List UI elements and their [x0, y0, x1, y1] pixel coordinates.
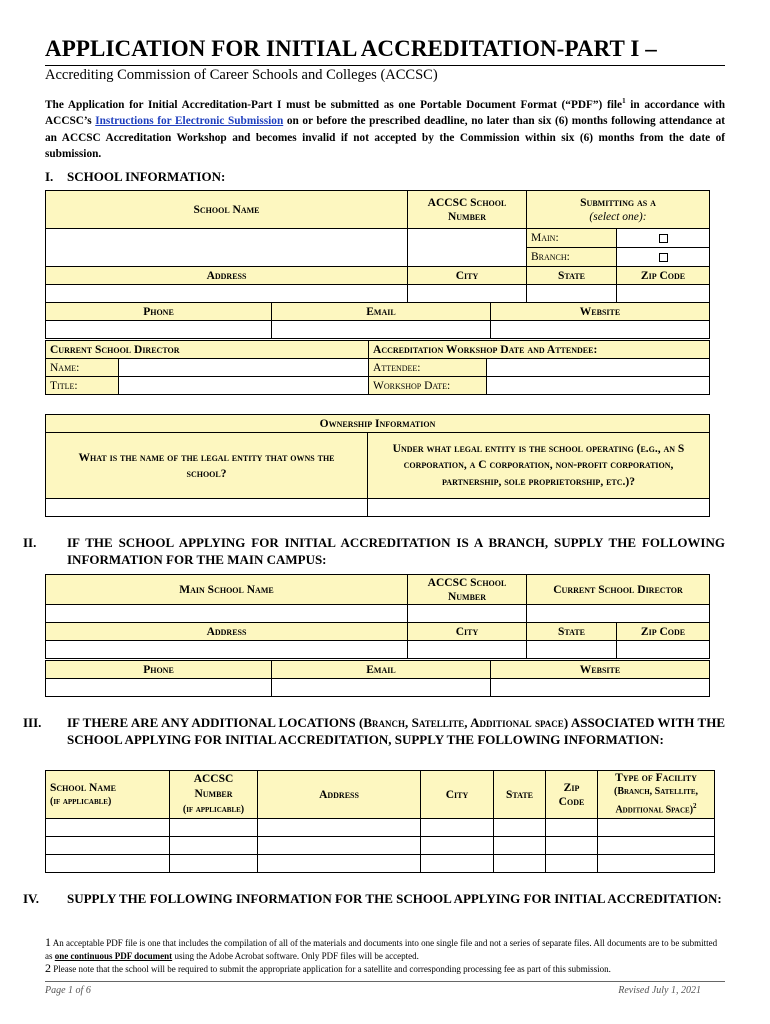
col-state: State: [494, 771, 546, 819]
location-city-field[interactable]: [421, 837, 494, 855]
page-title: APPLICATION FOR INITIAL ACCREDITATION-PART I –: [45, 36, 657, 61]
col-facility-type: [598, 771, 715, 819]
main-website-header: Website: [491, 661, 710, 679]
instructions-link[interactable]: Instructions for Electronic Submission: [95, 115, 284, 128]
commission-name: Accrediting Commission of Career Schools and Colleges (ACCSC): [45, 67, 438, 83]
accsc-number-field[interactable]: [408, 229, 527, 267]
branch-checkbox-cell[interactable]: [617, 248, 710, 267]
zip-field[interactable]: [617, 285, 710, 303]
footer-rule: [45, 981, 725, 982]
section-3-title-b: ) ASSOCIATED WITH THE SCHOOL APPLYING FOR INITIAL ACCREDITATION, SUPPLY THE FOLLOWING INFORMATION:: [67, 715, 726, 747]
main-contact-table: [45, 660, 710, 697]
location-city-field[interactable]: [421, 855, 494, 873]
section-4-number: IV.: [23, 891, 40, 906]
main-city-header: City: [408, 623, 527, 641]
footnote-ref-1: 1: [622, 97, 626, 105]
attendee-label: Attendee:: [369, 359, 487, 377]
intro-text-c: on or before the prescribed deadline, no later than six (6) months following attendance at an ACCSC Accreditation Workshop and becomes invalid if not accepted by the Commission within six (6) months from the date of submission.: [45, 115, 726, 161]
main-phone-header: Phone: [46, 661, 272, 679]
location-row: [46, 837, 715, 855]
main-accsc-number-field[interactable]: [408, 605, 527, 623]
col-address: Address: [258, 771, 421, 819]
workshop-header: Accreditation Workshop Date and Attendee:: [369, 341, 710, 359]
director-name-label: Name:: [46, 359, 119, 377]
section-3-title-smallcaps: Branch, Satellite, Additional space: [363, 715, 564, 730]
director-name-field[interactable]: [119, 359, 369, 377]
main-director-header: Current School Director: [527, 575, 710, 605]
main-state-field[interactable]: [527, 641, 617, 659]
location-accsc-field[interactable]: [170, 837, 258, 855]
section-4-heading: [23, 890, 725, 907]
state-field[interactable]: [527, 285, 617, 303]
intro-text-a: The Application for Initial Accreditation-Part I must be submitted as one Portable Document Format (“PDF”) file: [45, 98, 623, 111]
address-header: Address: [46, 267, 408, 285]
main-campus-table: [45, 574, 710, 659]
entity-type-field[interactable]: [368, 499, 710, 517]
intro-paragraph: [45, 93, 725, 163]
school-name-field[interactable]: [46, 229, 408, 267]
workshop-date-field[interactable]: [487, 377, 710, 395]
footnote-1: [45, 936, 725, 963]
main-option-label: Main:: [527, 229, 617, 248]
section-1-number: I.: [45, 169, 54, 184]
main-checkbox[interactable]: [659, 234, 668, 243]
main-accsc-number-header: ACCSC School Number: [408, 575, 527, 605]
submitting-as-label: Submitting as a: [580, 196, 656, 209]
location-accsc-field[interactable]: [170, 855, 258, 873]
main-school-name-field[interactable]: [46, 605, 408, 623]
phone-header: Phone: [46, 303, 272, 321]
location-state-field[interactable]: [494, 837, 546, 855]
email-field[interactable]: [272, 321, 491, 339]
branch-checkbox[interactable]: [659, 253, 668, 262]
section-2-heading: [23, 534, 725, 568]
location-type-field[interactable]: [598, 855, 715, 873]
ownership-header: Ownership Information: [46, 415, 710, 433]
submitting-as-header: [527, 191, 710, 229]
footnote-1-text-a: An acceptable PDF file is one that includes the compilation of all of the materials and documents into one single file and not a series of separate files. All documents are to be submitted as: [45, 938, 718, 961]
page-footer: [45, 985, 725, 996]
main-email-header: Email: [272, 661, 491, 679]
attendee-field[interactable]: [487, 359, 710, 377]
location-zip-field[interactable]: [546, 837, 598, 855]
contact-table: [45, 302, 710, 339]
director-title-field[interactable]: [119, 377, 369, 395]
footnote-1-text-b: using the Adobe Acrobat software. Only PDF files will be accepted.: [172, 951, 419, 961]
main-city-field[interactable]: [408, 641, 527, 659]
main-address-header: Address: [46, 623, 408, 641]
location-state-field[interactable]: [494, 819, 546, 837]
location-type-field[interactable]: [598, 837, 715, 855]
school-info-table: [45, 190, 710, 303]
legal-entity-field[interactable]: [46, 499, 368, 517]
footnote-1-emphasis: one continuous PDF document: [54, 951, 173, 961]
branch-option-label: Branch:: [527, 248, 617, 267]
zip-header: Zip Code: [617, 267, 710, 285]
col-school-name-note: (if applicable): [50, 795, 112, 807]
location-zip-field[interactable]: [546, 855, 598, 873]
city-field[interactable]: [408, 285, 527, 303]
location-row: [46, 855, 715, 873]
phone-field[interactable]: [46, 321, 272, 339]
select-one-label: (select one):: [589, 210, 647, 223]
footnote-2: [45, 962, 725, 976]
footnote-ref-2: 2: [693, 802, 697, 811]
footnote-2-text: Please note that the school will be required to submit the appropriate application for a satellite and corresponding processing fee as part of this submission.: [51, 964, 611, 974]
col-facility-type-note: (Branch, Satellite, Additional Space): [613, 786, 698, 816]
entity-type-question: Under what legal entity is the school operating (e.g., an S corporation, a C corporation, non-profit corporation, partnership, sole proprietorship, etc.)?: [368, 433, 710, 499]
location-city-field[interactable]: [421, 819, 494, 837]
location-accsc-field[interactable]: [170, 819, 258, 837]
section-1-title: SCHOOL INFORMATION:: [67, 169, 226, 184]
col-city: City: [421, 771, 494, 819]
col-facility-type-label: Type of Facility: [615, 772, 697, 785]
main-state-header: State: [527, 623, 617, 641]
col-zip: Zip Code: [546, 771, 598, 819]
main-zip-header: Zip Code: [617, 623, 710, 641]
address-field[interactable]: [46, 285, 408, 303]
location-school-name-field[interactable]: [46, 819, 170, 837]
intro-text-b: in accordance with ACCSC’s: [45, 98, 725, 128]
title-rule: [45, 65, 725, 66]
main-email-field[interactable]: [272, 679, 491, 697]
current-director-header: Current School Director: [46, 341, 369, 359]
director-title-label: Title:: [46, 377, 119, 395]
website-field[interactable]: [491, 321, 710, 339]
section-2-number: II.: [23, 535, 37, 550]
additional-locations-table: [45, 770, 715, 873]
website-header: Website: [491, 303, 710, 321]
col-accsc-note: (if applicable): [182, 804, 245, 815]
section-4-title: SUPPLY THE FOLLOWING INFORMATION FOR THE SCHOOL APPLYING FOR INITIAL ACCREDITATION:: [67, 891, 722, 906]
location-zip-field[interactable]: [546, 819, 598, 837]
location-address-field[interactable]: [258, 837, 421, 855]
ownership-table: [45, 414, 710, 517]
page-number: Page 1 of 6: [45, 985, 91, 996]
location-school-name-field[interactable]: [46, 837, 170, 855]
location-state-field[interactable]: [494, 855, 546, 873]
revision-date: Revised July 1, 2021: [618, 985, 701, 996]
footnote-2-number: 2: [45, 961, 51, 975]
section-1-heading: [45, 168, 725, 185]
workshop-date-label: Workshop Date:: [369, 377, 487, 395]
col-accsc-number: [170, 771, 258, 819]
state-header: State: [527, 267, 617, 285]
section-3-title-a: IF THERE ARE ANY ADDITIONAL LOCATIONS (: [67, 715, 364, 730]
main-zip-field[interactable]: [617, 641, 710, 659]
location-address-field[interactable]: [258, 819, 421, 837]
main-school-name-header: Main School Name: [46, 575, 408, 605]
main-phone-field[interactable]: [46, 679, 272, 697]
main-checkbox-cell[interactable]: [617, 229, 710, 248]
director-workshop-table: [45, 340, 710, 395]
school-name-header: School Name: [46, 191, 408, 229]
location-school-name-field[interactable]: [46, 855, 170, 873]
accsc-number-header: ACCSC School Number: [408, 191, 527, 229]
col-school-name-label: School Name: [50, 781, 117, 794]
location-address-field[interactable]: [258, 855, 421, 873]
footnote-1-number: 1: [45, 935, 51, 949]
location-type-field[interactable]: [598, 819, 715, 837]
legal-entity-question: What is the name of the legal entity that owns the school?: [46, 433, 368, 499]
section-2-title: IF THE SCHOOL APPLYING FOR INITIAL ACCREDITATION IS A BRANCH, SUPPLY THE FOLLOWING INFORMATION FOR THE MAIN CAMPUS:: [67, 535, 725, 567]
main-address-field[interactable]: [46, 641, 408, 659]
location-row: [46, 819, 715, 837]
main-website-field[interactable]: [491, 679, 710, 697]
main-director-field[interactable]: [527, 605, 710, 623]
section-3-number: III.: [23, 715, 42, 730]
city-header: City: [408, 267, 527, 285]
col-accsc-label: ACCSC Number: [193, 773, 234, 800]
section-3-heading: [23, 714, 726, 748]
col-school-name: [46, 771, 170, 819]
email-header: Email: [272, 303, 491, 321]
